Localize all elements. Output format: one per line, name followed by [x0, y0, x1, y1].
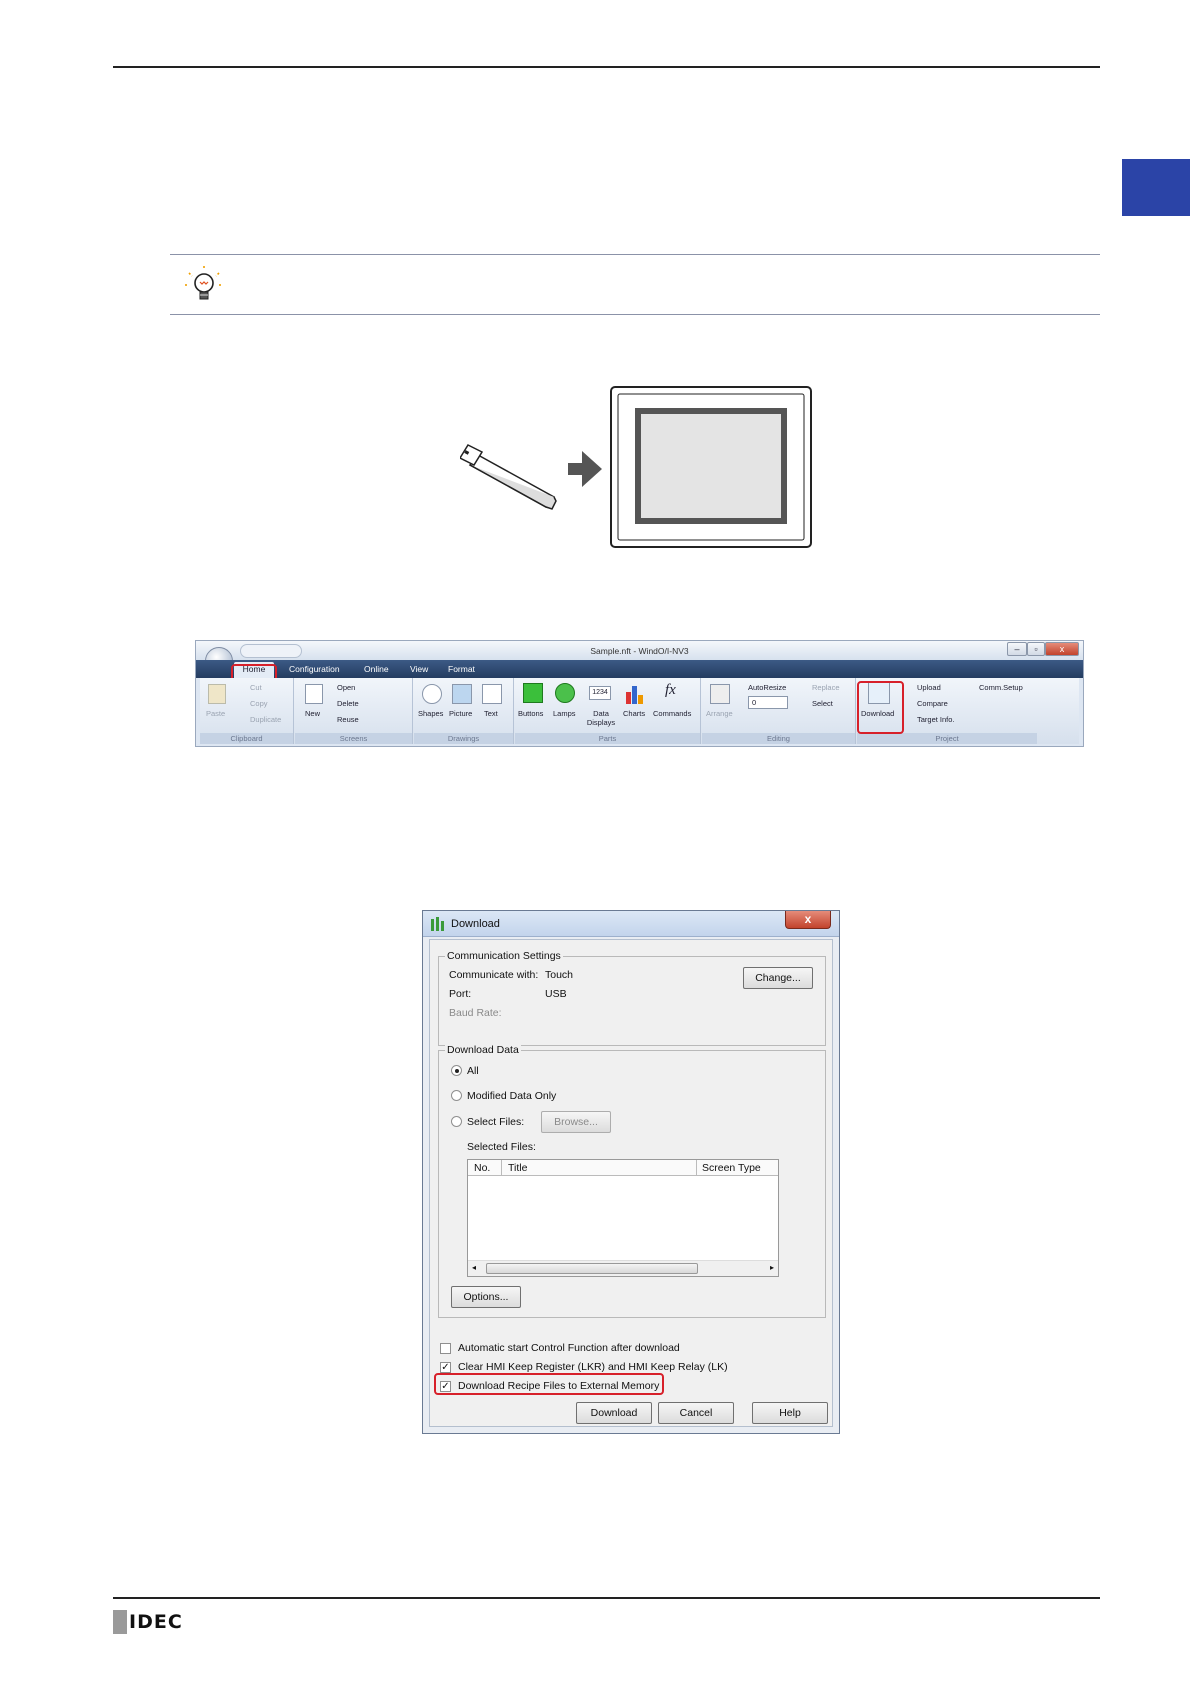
- quick-access-toolbar[interactable]: [240, 644, 302, 658]
- browse-button[interactable]: Browse...: [541, 1111, 611, 1133]
- chapter-tab: [1122, 159, 1190, 216]
- tab-view[interactable]: View: [410, 664, 429, 674]
- group-label: Editing: [702, 733, 855, 744]
- tab-home[interactable]: Home: [234, 662, 274, 679]
- download-button[interactable]: Download: [576, 1402, 652, 1424]
- reuse-button[interactable]: Reuse: [337, 715, 359, 724]
- buttons-icon: [523, 683, 543, 703]
- upload-button[interactable]: Upload: [917, 683, 941, 692]
- lamps-button[interactable]: Lamps: [553, 709, 576, 718]
- close-button[interactable]: x: [785, 911, 831, 929]
- cancel-button[interactable]: Cancel: [658, 1402, 734, 1424]
- horizontal-scrollbar[interactable]: [468, 1260, 778, 1276]
- charts-icon: [625, 684, 645, 704]
- clear-keep-label: Clear HMI Keep Register (LKR) and HMI Keep Relay (LK): [458, 1361, 728, 1373]
- charts-button[interactable]: Charts: [623, 709, 646, 718]
- group-label: Screens: [295, 733, 412, 744]
- lamps-icon: [555, 683, 575, 703]
- baud-rate-label: Baud Rate:: [449, 1007, 502, 1019]
- usb-stick-icon: [460, 445, 556, 509]
- options-button[interactable]: Options...: [451, 1286, 521, 1308]
- scroll-left-icon[interactable]: ◂: [472, 1263, 477, 1272]
- group-drawings: [414, 678, 514, 744]
- maximize-button[interactable]: ▫: [1027, 642, 1045, 656]
- arrow-right-icon: [568, 451, 602, 487]
- comm-setup-button[interactable]: Comm.Setup: [979, 683, 1023, 692]
- logo-mark: [113, 1610, 127, 1634]
- communicate-with-value: Touch: [545, 969, 574, 981]
- auto-start-label: Automatic start Control Function after download: [458, 1342, 680, 1354]
- paste-button[interactable]: Paste: [206, 709, 226, 718]
- target-info-button[interactable]: Target Info.: [917, 715, 955, 724]
- header-rule: [113, 66, 1100, 68]
- all-label: All: [467, 1065, 479, 1077]
- select-button[interactable]: Select: [812, 699, 833, 708]
- touch-panel-icon: [611, 387, 811, 547]
- modified-data-radio[interactable]: [451, 1090, 462, 1101]
- ribbon-tabs: [196, 660, 1083, 678]
- ribbon-screenshot: [195, 640, 1084, 747]
- list-header: [468, 1160, 778, 1176]
- app-icon: [431, 917, 445, 931]
- download-button[interactable]: Download: [861, 709, 895, 718]
- commands-icon: fx: [665, 682, 676, 698]
- help-button[interactable]: Help: [752, 1402, 828, 1424]
- tab-format[interactable]: Format: [448, 664, 475, 674]
- text-icon: [482, 684, 502, 704]
- delete-button[interactable]: Delete: [337, 699, 359, 708]
- port-value: USB: [545, 988, 567, 1000]
- shapes-button[interactable]: Shapes: [418, 709, 444, 718]
- shapes-icon: [422, 684, 442, 704]
- tip-box: [170, 254, 1100, 315]
- recipe-files-checkbox[interactable]: ✓: [441, 1381, 450, 1392]
- scroll-thumb[interactable]: [486, 1263, 698, 1274]
- replace-button[interactable]: Replace: [812, 683, 840, 692]
- cut-button[interactable]: Cut: [250, 683, 262, 692]
- group-label: Clipboard: [200, 733, 293, 744]
- window-title: Sample.nft - WindO/I-NV3: [590, 646, 689, 656]
- highlight-download-button: [857, 681, 904, 734]
- picture-button[interactable]: Picture: [449, 709, 473, 718]
- autoresize-button[interactable]: AutoResize: [748, 683, 787, 692]
- group-legend: Communication Settings: [447, 950, 561, 962]
- duplicate-button[interactable]: Duplicate: [250, 715, 282, 724]
- column-title[interactable]: Title: [508, 1162, 528, 1174]
- auto-start-checkbox[interactable]: [440, 1343, 451, 1354]
- recipe-files-label: Download Recipe Files to External Memory: [458, 1380, 660, 1392]
- footer-rule: [113, 1597, 1100, 1599]
- open-button[interactable]: Open: [337, 683, 356, 692]
- group-clipboard: [200, 678, 294, 744]
- selected-files-list[interactable]: [467, 1159, 779, 1277]
- lightbulb-icon: [184, 265, 224, 305]
- grid-value-input[interactable]: 0: [748, 696, 788, 709]
- copy-button[interactable]: Copy: [250, 699, 268, 708]
- highlight-recipe-option: [434, 1373, 664, 1395]
- arrange-button[interactable]: Arrange: [706, 709, 733, 718]
- dialog-title-bar: [423, 911, 839, 937]
- select-files-label: Select Files:: [467, 1116, 525, 1128]
- new-screen-icon: [305, 684, 323, 704]
- all-radio[interactable]: [451, 1065, 462, 1076]
- close-button[interactable]: x: [1045, 642, 1079, 656]
- minimize-button[interactable]: –: [1007, 642, 1027, 656]
- communication-settings-group: [438, 950, 826, 1046]
- group-parts: [515, 678, 701, 744]
- port-label: Port:: [449, 988, 472, 1000]
- dialog-title: Download: [451, 918, 500, 930]
- group-screens: [295, 678, 413, 744]
- ribbon-body: [200, 678, 1079, 744]
- modified-data-label: Modified Data Only: [467, 1090, 557, 1102]
- picture-icon: [452, 684, 472, 704]
- text-button[interactable]: Text: [484, 709, 498, 718]
- selected-files-label: Selected Files:: [467, 1141, 536, 1153]
- new-button[interactable]: New: [305, 709, 321, 718]
- usb-to-touch-illustration: [460, 385, 820, 555]
- compare-button[interactable]: Compare: [917, 699, 948, 708]
- group-editing: [702, 678, 856, 744]
- group-legend: Download Data: [447, 1044, 519, 1056]
- download-dialog: [422, 910, 840, 1434]
- group-label: Drawings: [414, 733, 513, 744]
- commands-button[interactable]: Commands: [653, 709, 692, 718]
- tab-configuration[interactable]: Configuration: [289, 664, 340, 674]
- group-label: Parts: [515, 733, 700, 744]
- column-screen-type[interactable]: Screen Type: [702, 1162, 761, 1174]
- tab-online[interactable]: Online: [364, 664, 389, 674]
- group-label: Project: [857, 733, 1037, 744]
- logo-text: IDEC: [129, 1611, 183, 1633]
- download-data-group: [438, 1044, 826, 1318]
- scroll-right-icon[interactable]: ▸: [769, 1263, 774, 1272]
- change-button[interactable]: Change...: [743, 967, 813, 989]
- column-no[interactable]: No.: [474, 1162, 491, 1174]
- data-displays-button[interactable]: Data Displays: [586, 709, 616, 727]
- select-files-radio[interactable]: [451, 1116, 462, 1127]
- data-display-icon: 1234: [589, 686, 611, 700]
- buttons-button[interactable]: Buttons: [518, 709, 544, 718]
- ribbon-title-bar: [196, 641, 1083, 660]
- clear-keep-checkbox[interactable]: ✓: [441, 1362, 450, 1373]
- dialog-content: [429, 939, 833, 1427]
- arrange-icon: [710, 684, 730, 704]
- paste-icon: [208, 684, 226, 704]
- communicate-with-label: Communicate with:: [449, 969, 539, 981]
